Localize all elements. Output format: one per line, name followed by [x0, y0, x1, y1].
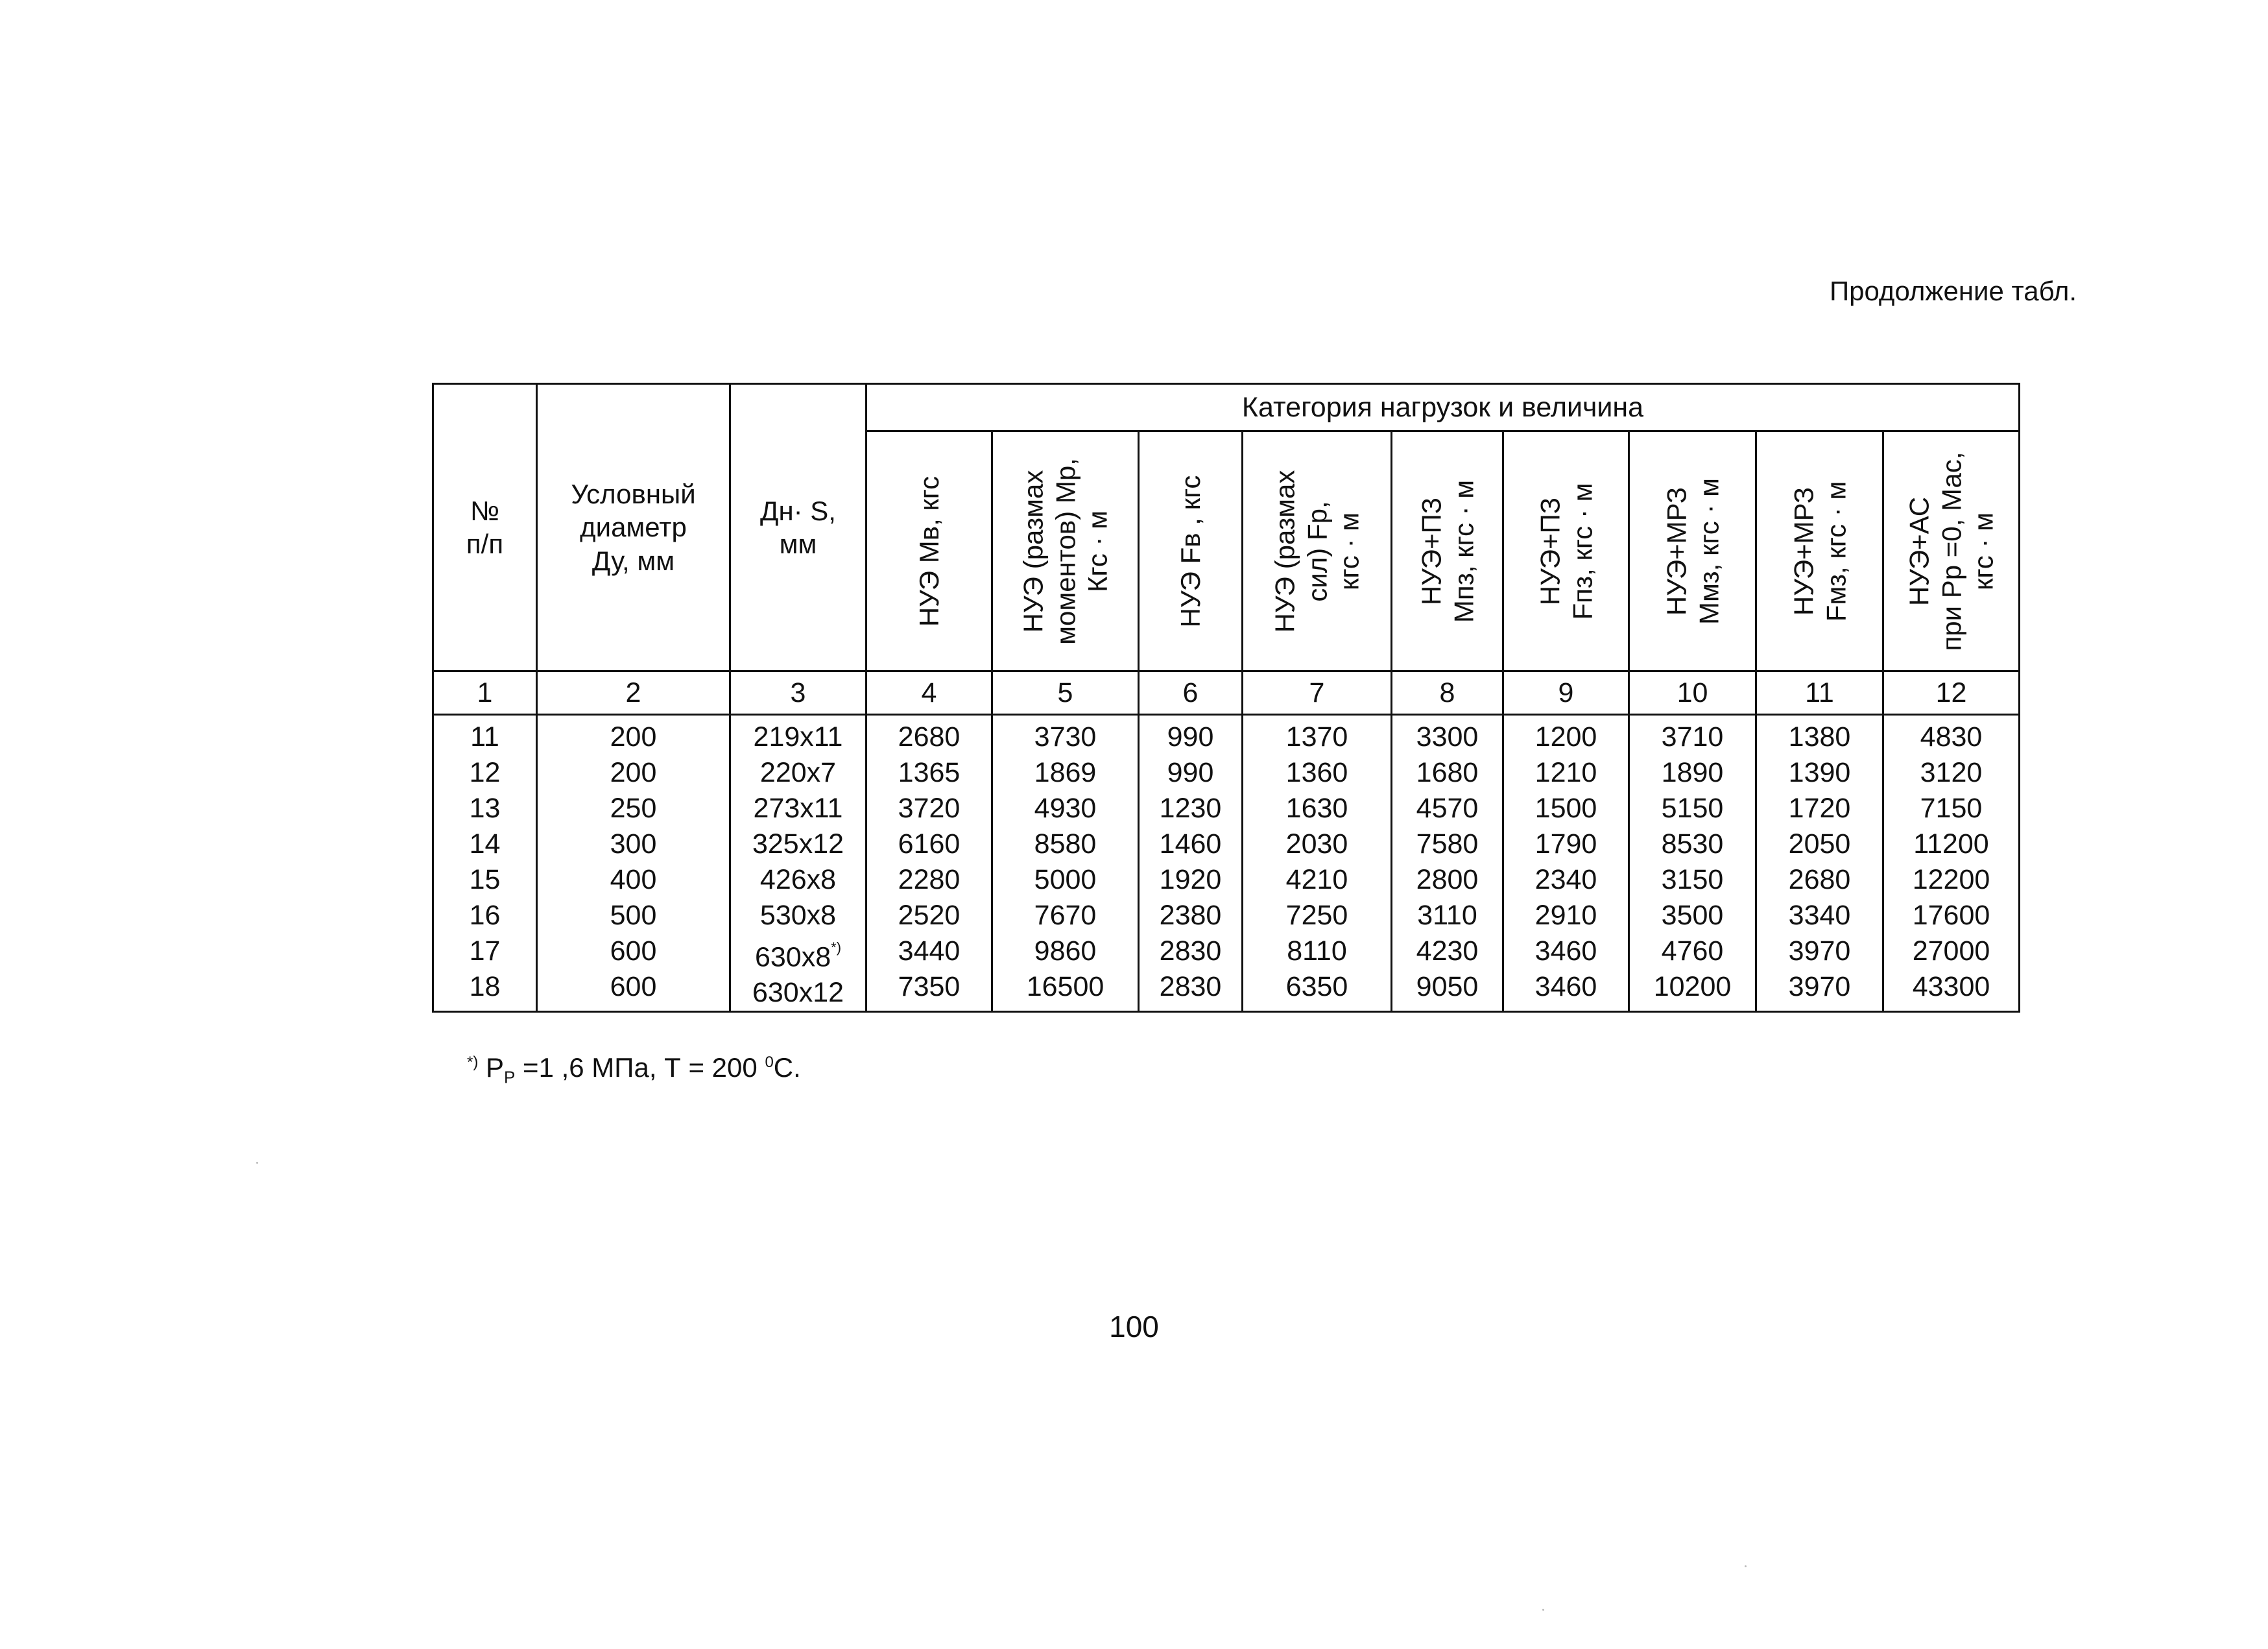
table-cell: 6160 [898, 828, 961, 860]
table-cell: 1790 [1534, 828, 1597, 860]
column-values-2 [537, 715, 730, 1012]
table-cell: 3970 [1788, 935, 1851, 967]
table-cell: 12 [469, 757, 501, 788]
table-cell: 325x12 [752, 828, 844, 860]
table-cell: 7150 [1920, 793, 1983, 824]
table-cell: 2910 [1534, 900, 1597, 931]
table-cell: 12200 [1912, 864, 1990, 895]
column-values-12 [1883, 715, 2020, 1012]
table-cell: 1500 [1534, 793, 1597, 824]
table-cell: 7350 [898, 971, 961, 1002]
table-cell: 3460 [1534, 971, 1597, 1002]
column-number: 11 [1756, 671, 1883, 715]
column-number: 7 [1243, 671, 1392, 715]
table-cell: 990 [1167, 721, 1214, 752]
table-cell: 11 [470, 721, 499, 752]
column-values-9 [1503, 715, 1629, 1012]
table-cell: 27000 [1912, 935, 1990, 967]
table-cell: 3120 [1920, 757, 1983, 788]
table-cell: 2380 [1159, 900, 1222, 931]
table-cell: 9050 [1416, 971, 1479, 1002]
table-cell: 220x7 [759, 757, 837, 788]
table-cell: 1920 [1159, 864, 1222, 895]
table-cell: 300 [610, 828, 657, 860]
table-cell: 4760 [1661, 935, 1724, 967]
table-cell: 3710 [1661, 721, 1724, 752]
table-cell: 1200 [1534, 721, 1597, 752]
table-cell: 18 [469, 971, 501, 1002]
table-cell: 1869 [1034, 757, 1097, 788]
table-cell: 600 [610, 971, 657, 1002]
table-cell: 1680 [1416, 757, 1479, 788]
header-num-text: № п/п [466, 495, 504, 559]
table-cell: 3970 [1788, 971, 1851, 1002]
column-number: 5 [992, 671, 1139, 715]
table-cell: 4570 [1416, 793, 1479, 824]
column-number: 12 [1883, 671, 2020, 715]
table-cell: 3500 [1661, 900, 1724, 931]
column-values-4 [866, 715, 992, 1012]
table-cell: 6350 [1285, 971, 1348, 1002]
table-cell: 200 [610, 757, 657, 788]
table-cell: 7580 [1416, 828, 1479, 860]
header-load-label: НУЭ (размах моментов) Мр, Кгс · м [1018, 457, 1113, 645]
table-cell: 2340 [1534, 864, 1597, 895]
table-cell: 1370 [1285, 721, 1348, 752]
column-values-8 [1392, 715, 1503, 1012]
column-values-7 [1243, 715, 1392, 1012]
table-cell: 11200 [1913, 828, 1989, 860]
header-load-label: НУЭ Мв, кгс [913, 475, 944, 627]
table-cell: 5000 [1034, 864, 1097, 895]
column-values-11 [1756, 715, 1883, 1012]
column-values-1 [433, 715, 537, 1012]
table-caption: Продолжение табл. [1829, 276, 2077, 306]
footnote-text1: =1 ,6 МПа, Т = 200 [515, 1052, 765, 1083]
table-cell: 530x8 [759, 900, 837, 931]
table-cell: 4230 [1416, 935, 1479, 967]
footnote-degree: 0 [765, 1053, 774, 1071]
table-cell: 2520 [898, 900, 961, 931]
table-cell: 3730 [1034, 721, 1097, 752]
header-load-col-12 [1883, 431, 2020, 671]
scan-speck [1745, 1565, 1747, 1567]
table-cell: 2030 [1285, 828, 1348, 860]
table-cell: 200 [610, 721, 657, 752]
table-cell: 1230 [1159, 793, 1222, 824]
table-cell: 8580 [1034, 828, 1097, 860]
column-values-10 [1629, 715, 1756, 1012]
table-cell: 2280 [898, 864, 961, 895]
table-cell: 17600 [1912, 900, 1990, 931]
table-cell: 8530 [1661, 828, 1724, 860]
table-cell: 500 [610, 900, 657, 931]
header-load-col-10 [1629, 431, 1756, 671]
table-cell: 13 [469, 793, 501, 824]
header-load-col-11 [1756, 431, 1883, 671]
table-cell: 2800 [1416, 864, 1479, 895]
table-cell: 2050 [1788, 828, 1851, 860]
column-number: 6 [1139, 671, 1243, 715]
header-load-col-4 [866, 431, 992, 671]
header-load-label: НУЭ+ПЗ Мпз, кгс · м [1415, 479, 1479, 623]
table-cell: 3150 [1661, 864, 1724, 895]
table-cell: 600 [610, 935, 657, 967]
table-cell: 5150 [1661, 793, 1724, 824]
header-load-label: НУЭ+МРЗ Fмз, кгс · м [1787, 481, 1851, 622]
footnote-mark: *) [467, 1053, 479, 1071]
table-cell: 16500 [1026, 971, 1104, 1002]
table-cell: 3340 [1788, 900, 1851, 931]
column-values-6 [1139, 715, 1243, 1012]
footnote [467, 1052, 801, 1087]
table-cell: 1390 [1788, 757, 1851, 788]
table-cell: 630x8*) [754, 939, 842, 973]
header-category: Категория нагрузок и величина [866, 384, 2020, 431]
header-load-label: НУЭ+ПЗ Fпз, кгс · м [1534, 483, 1597, 620]
header-load-label: НУЭ (размах сил) Fр, кгс · м [1269, 470, 1365, 633]
header-load-label: НУЭ Fв , кгс [1175, 475, 1206, 628]
header-num [433, 384, 537, 671]
footnote-ref: *) [831, 939, 842, 956]
header-load-col-6 [1139, 431, 1243, 671]
footnote-p-sub: Р [504, 1067, 516, 1087]
table-cell: 400 [610, 864, 657, 895]
table-cell: 2830 [1159, 971, 1222, 1002]
table-cell: 4930 [1034, 793, 1097, 824]
header-load-col-7 [1243, 431, 1392, 671]
table-cell: 10200 [1653, 971, 1732, 1002]
table-cell: 14 [469, 828, 501, 860]
header-diameter [537, 384, 730, 671]
column-number: 4 [866, 671, 992, 715]
column-number: 9 [1503, 671, 1629, 715]
header-load-label: НУЭ+АС при Рр =0, Мас, кгс · м [1904, 451, 1999, 651]
header-load-col-5 [992, 431, 1139, 671]
table-cell: 4830 [1920, 721, 1983, 752]
column-number: 3 [730, 671, 866, 715]
column-number: 2 [537, 671, 730, 715]
table-cell: 1210 [1534, 757, 1597, 788]
column-values-5 [992, 715, 1139, 1012]
table-cell: 2680 [898, 721, 961, 752]
table-cell: 1460 [1159, 828, 1222, 860]
footnote-p: Р [486, 1052, 505, 1083]
table-cell: 2680 [1788, 864, 1851, 895]
table-cell: 7670 [1034, 900, 1097, 931]
column-number: 1 [433, 671, 537, 715]
header-load-col-9 [1503, 431, 1629, 671]
scan-speck [256, 1162, 258, 1164]
table-cell: 1630 [1285, 793, 1348, 824]
table-cell: 250 [610, 793, 657, 824]
header-load-label: НУЭ+МРЗ Ммз, кгс · м [1660, 477, 1724, 625]
column-number: 10 [1629, 671, 1756, 715]
loads-table [432, 383, 2020, 1013]
header-load-col-8 [1392, 431, 1503, 671]
table-cell: 9860 [1034, 935, 1097, 967]
table-cell: 7250 [1285, 900, 1348, 931]
table-cell: 1380 [1788, 721, 1851, 752]
table-cell: 3440 [898, 935, 961, 967]
column-values-3 [730, 715, 866, 1012]
page-number: 100 [1109, 1310, 1159, 1343]
table-cell: 273x11 [753, 793, 843, 824]
table-cell: 3110 [1417, 900, 1477, 931]
table-cell: 990 [1167, 757, 1214, 788]
table-cell: 3300 [1416, 721, 1479, 752]
table-cell: 3460 [1534, 935, 1597, 967]
table-cell: 15 [469, 864, 501, 895]
table-cell: 219x11 [753, 721, 843, 752]
table-cell: 426x8 [759, 864, 837, 895]
table-cell: 3720 [898, 793, 961, 824]
table-cell: 8110 [1287, 935, 1347, 967]
table-cell: 43300 [1912, 971, 1990, 1002]
footnote-text2: С. [773, 1052, 801, 1083]
scan-speck [1542, 1609, 1544, 1611]
table-cell: 2830 [1159, 935, 1222, 967]
column-number: 8 [1392, 671, 1503, 715]
table-cell: 630x12 [752, 977, 844, 1009]
header-size [730, 384, 866, 671]
table-cell: 1365 [898, 757, 961, 788]
table-cell: 16 [469, 900, 501, 931]
table-cell: 17 [469, 935, 501, 967]
header-size-text: Дн· S, мм [760, 495, 836, 559]
table-cell: 1720 [1788, 793, 1851, 824]
header-diameter-text: Условный диаметр Ду, мм [571, 479, 696, 576]
table-cell: 4210 [1285, 864, 1348, 895]
table-cell: 1890 [1661, 757, 1724, 788]
table-cell: 1360 [1285, 757, 1348, 788]
